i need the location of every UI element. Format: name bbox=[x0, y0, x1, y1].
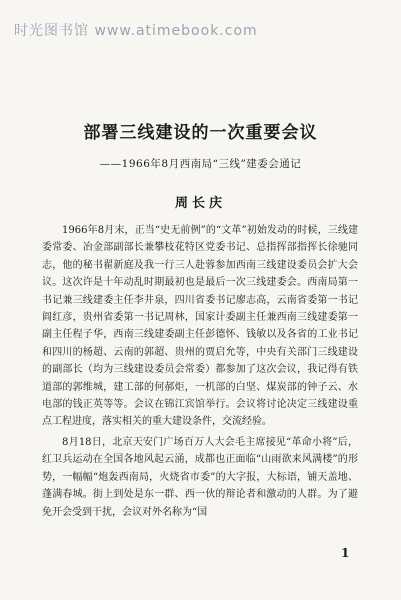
article-title: 部署三线建设的一次重要会议 bbox=[83, 123, 318, 143]
body-paragraph-2: 8月18日，北京天安门广场百万人大会毛主席接见“革命小将”后，红卫兵运动在全国各地风起云涌，成都也正面临“山雨欲来风满楼”的形势，一幅幅“炮轰西南局，火烧省市委”的大字报，大标语，铺天盖地、蓬满春城。街上到处是东一群、西一伙的辩论者和激动的人群。为了避免开会受到干扰，会议对外名称为“国 bbox=[42, 436, 358, 518]
page-number: 1 bbox=[341, 546, 350, 560]
article-subtitle: ——1966年8月西南局“三线”建委会通记 bbox=[99, 158, 302, 170]
author-name: 周长庆 bbox=[174, 196, 226, 211]
body-paragraph-1: 1966年8月末，正当“史无前例”的“文革”初始发动的时候，三线建委常委、冶金部副部长兼攀枝花特区党委书记、总指挥部指挥长徐驰同志，他的秘书翟新庭及我一行三人赴蓉参加西南三线建设委员会扩大会议。这次许是十年动乱时期最初也是最后一次三线建委会。西南局第一书记兼三线建委主任李井泉，四川省委书记廖志高，云南省委第一书记阎红彦，贵州省委第一书记周林，国家计委副主任兼西南三线建委第一副主任程子华，西南三线建委副主任彭德怀、钱敏以及各省的工业书记和四川的杨超、云南的郭超、贵州的贾启允等，中央有关部门三线建设的副部长（均为三线建设委员会常委）都参加了这次会议，我记得有铁道部的郭维城，建工部的何郝炬，一机部的白坚、煤炭部的钟子云、水电部的钱正英等等。会议在锦江宾馆举行。会议将讨论决定三线建设重点工程进度，落实相关的重大建设条件，交流经验。 bbox=[42, 225, 358, 428]
watermark-text: 时光图书馆 www.atimebook.com bbox=[14, 23, 258, 39]
article-body bbox=[42, 222, 358, 521]
